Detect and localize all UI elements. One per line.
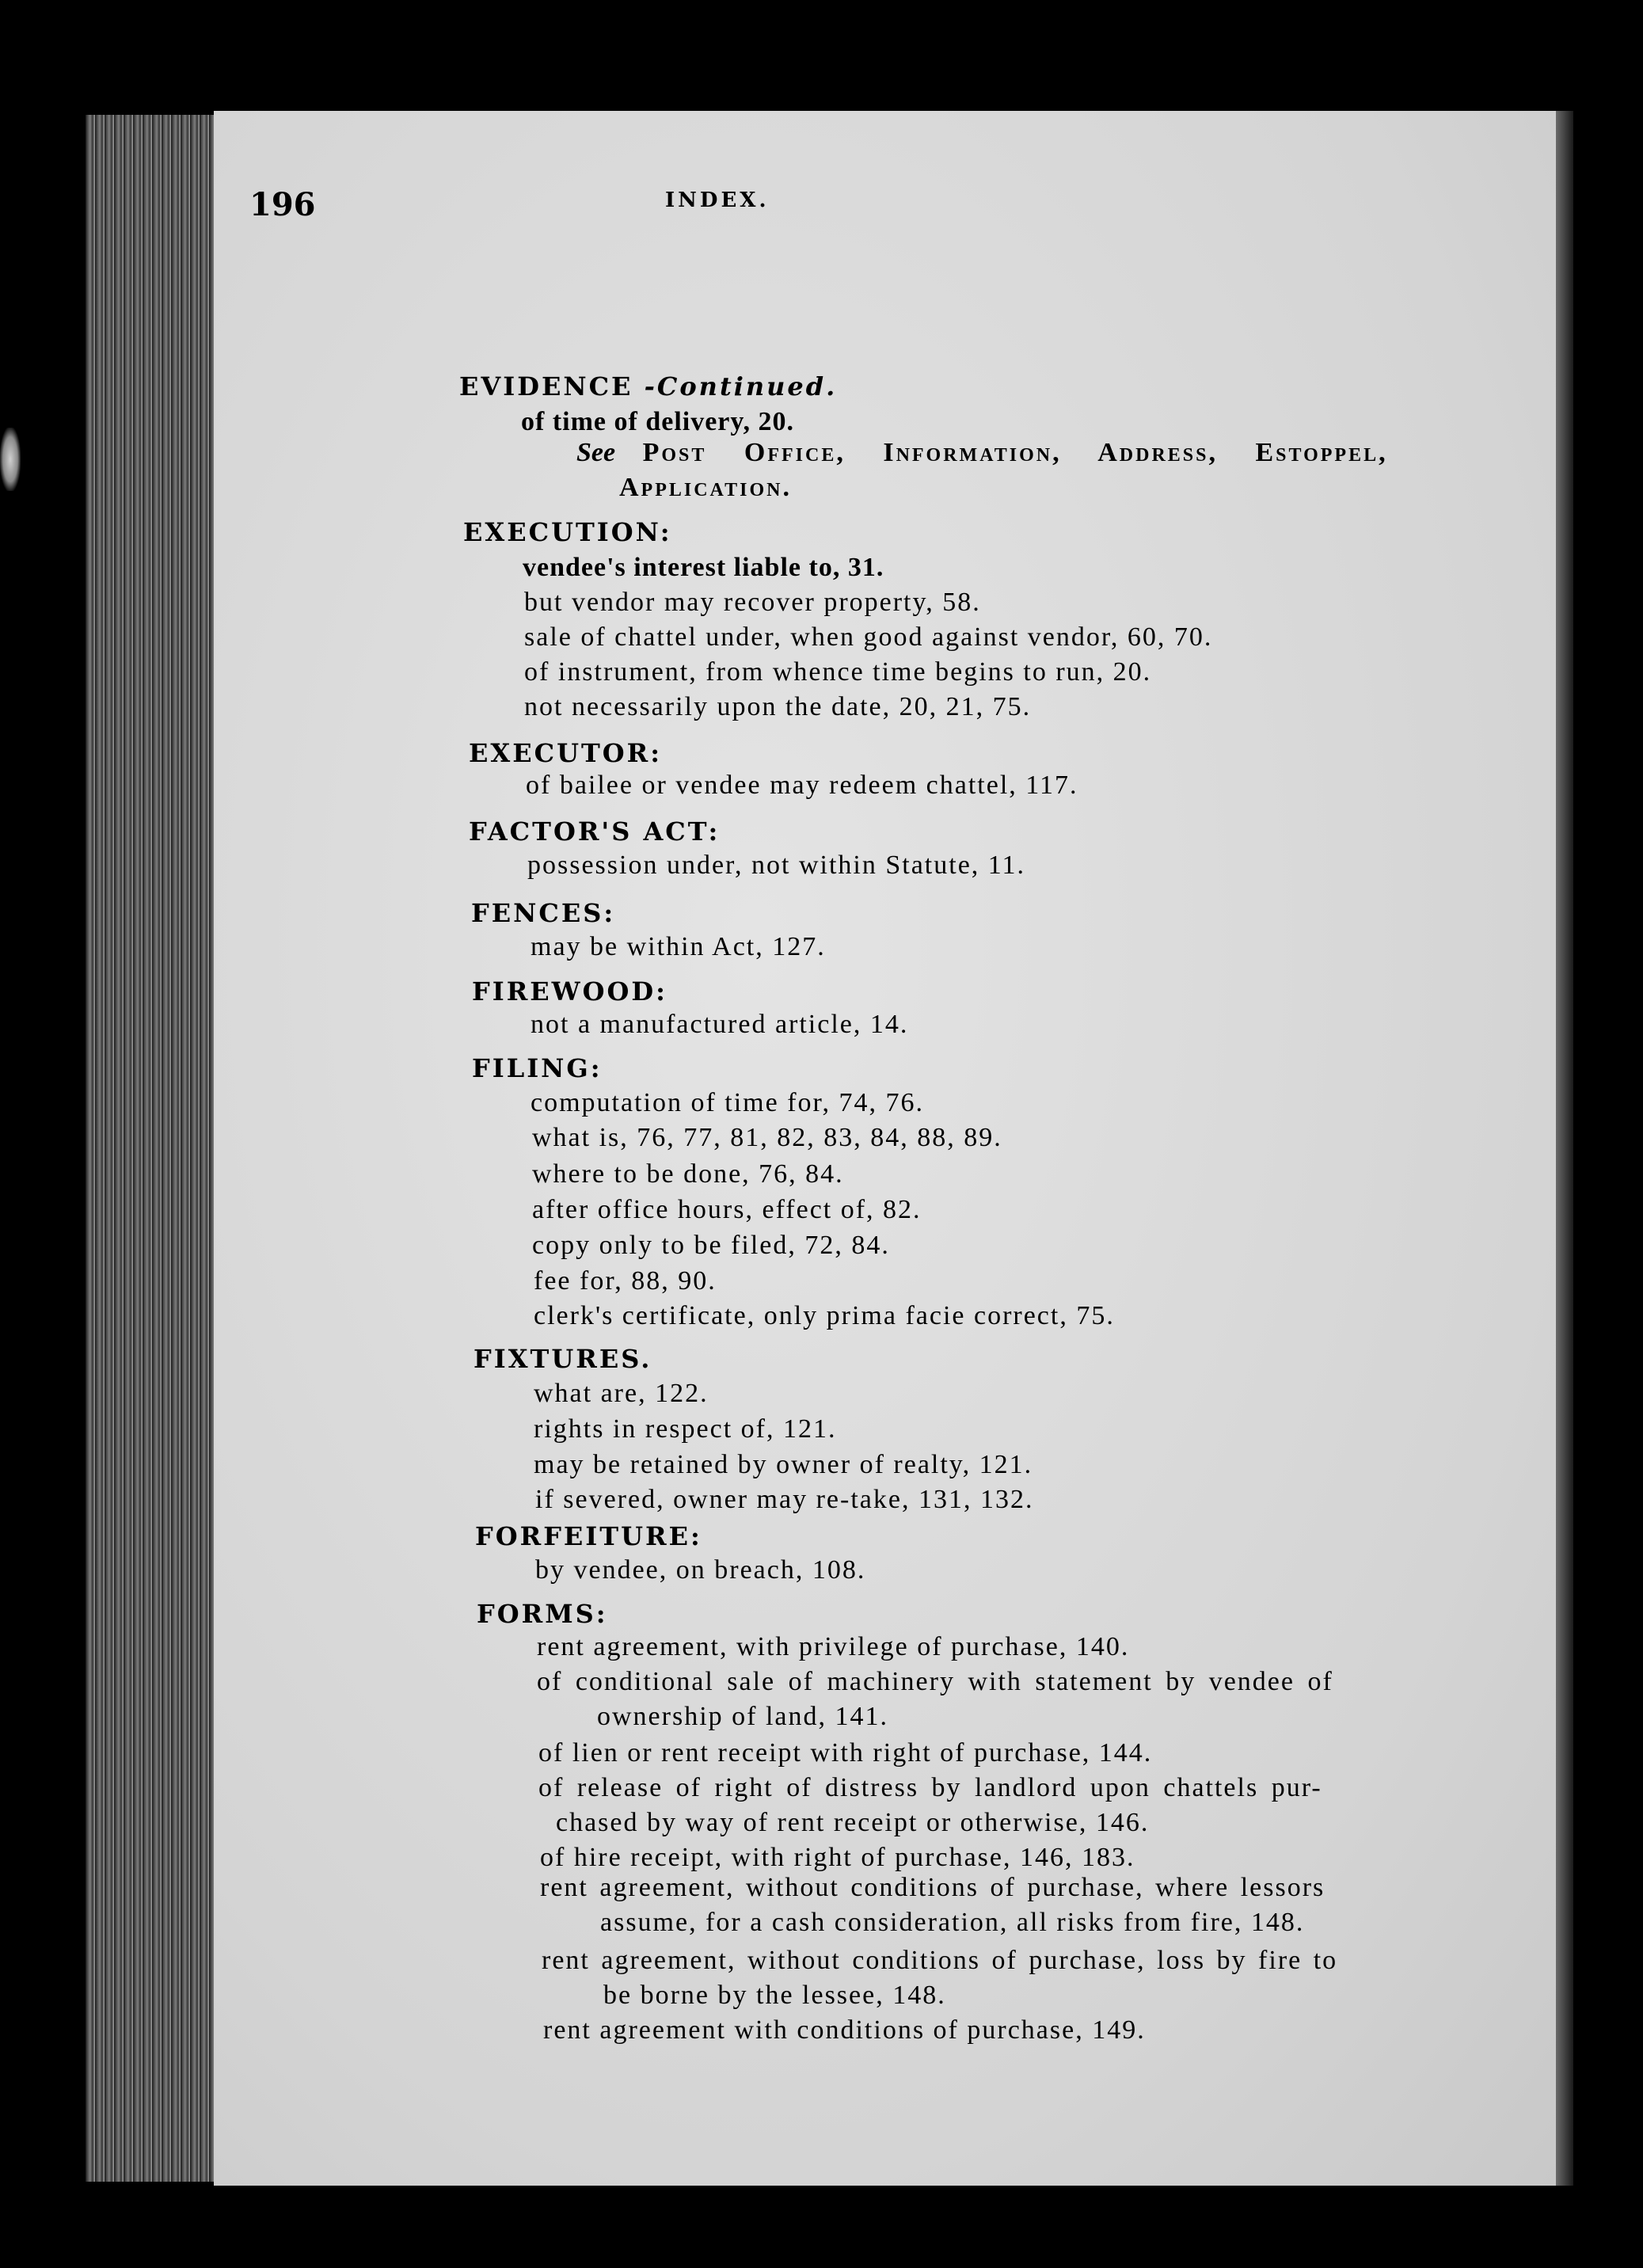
page-number: 196: [249, 186, 316, 223]
edge-artifact: [0, 428, 21, 491]
index-entry-continuation: assume, for a cash consideration, all risks from fire, 148.: [600, 1908, 1305, 1937]
index-heading-filing: FILING:: [472, 1053, 603, 1083]
index-entry: of conditional sale of machinery with statement by vendee of: [537, 1667, 1333, 1696]
see-references: Post Office, Information, Address, Estoppel,: [642, 438, 1388, 467]
index-entry: of instrument, from whence time begins to run, 20.: [524, 657, 1152, 687]
index-entry: copy only to be filed, 72, 84.: [532, 1231, 890, 1260]
index-heading-execution: EXECUTION:: [463, 517, 672, 547]
running-head: INDEX.: [665, 188, 770, 212]
cross-reference: [576, 437, 1388, 469]
index-heading-evidence: [459, 371, 837, 402]
index-entry: of bailee or vendee may redeem chattel, 117.: [526, 771, 1078, 800]
index-entry: rent agreement with conditions of purchase, 149.: [543, 2015, 1146, 2045]
index-entry: possession under, not within Statute, 11.: [527, 850, 1026, 880]
index-entry-continuation: be borne by the lessee, 148.: [603, 1981, 946, 2010]
index-entry: what is, 76, 77, 81, 82, 83, 84, 88, 89.: [532, 1123, 1002, 1152]
index-entry: of hire receipt, with right of purchase, 146, 183.: [540, 1843, 1135, 1872]
index-heading-firewood: FIREWOOD:: [472, 976, 667, 1007]
index-entry: sale of chattel under, when good against vendor, 60, 70.: [524, 622, 1213, 652]
index-entry: of lien or rent receipt with right of purchase, 144.: [538, 1738, 1153, 1768]
index-entry: not necessarily upon the date, 20, 21, 75.: [524, 692, 1032, 721]
index-entry: after office hours, effect of, 82.: [532, 1195, 922, 1224]
index-heading-forms: FORMS:: [477, 1599, 608, 1629]
index-heading-executor: EXECUTOR:: [469, 738, 663, 768]
index-entry: vendee's interest liable to, 31.: [523, 553, 884, 582]
index-entry: of release of right of distress by landlord upon chattels pur-: [538, 1773, 1322, 1802]
index-entry: may be within Act, 127.: [531, 932, 826, 961]
index-entry: of time of delivery, 20.: [521, 407, 795, 436]
index-entry: rent agreement, with privilege of purchase, 140.: [537, 1632, 1130, 1661]
index-entry: may be retained by owner of realty, 121.: [534, 1450, 1033, 1479]
see-word: See: [576, 438, 616, 467]
index-entry: rent agreement, without conditions of purchase, where lessors: [540, 1873, 1325, 1902]
index-heading-forfeiture: FORFEITURE:: [475, 1521, 702, 1551]
page-edge-stack: [86, 115, 220, 2182]
index-entry: if severed, owner may re-take, 131, 132.: [535, 1485, 1034, 1514]
index-entry-continuation: chased by way of rent receipt or otherwise, 146.: [556, 1808, 1150, 1837]
index-entry: by vendee, on breach, 108.: [535, 1555, 866, 1585]
index-entry-continuation: ownership of land, 141.: [597, 1702, 889, 1731]
index-entry: but vendor may recover property, 58.: [524, 588, 981, 617]
index-entry: not a manufactured article, 14.: [531, 1010, 909, 1039]
index-entry: computation of time for, 74, 76.: [531, 1088, 925, 1117]
heading-text: EVIDENCE: [459, 371, 633, 401]
index-entry: rights in respect of, 121.: [534, 1414, 837, 1444]
index-entry: clerk's certificate, only prima facie correct, 75.: [534, 1301, 1115, 1330]
page-right-shadow: [1556, 111, 1573, 2186]
index-entry: rent agreement, without conditions of purchase, loss by fire to: [542, 1946, 1338, 1975]
index-heading-factors-act: FACTOR'S ACT:: [469, 816, 721, 847]
index-heading-fixtures: FIXTURES.: [474, 1344, 652, 1374]
index-entry: where to be done, 76, 84.: [532, 1159, 844, 1189]
index-entry: fee for, 88, 90.: [534, 1266, 717, 1296]
continued-label: -Continued.: [644, 371, 838, 401]
index-heading-fences: FENCES:: [471, 898, 616, 928]
see-references-continued: Application.: [619, 473, 792, 502]
index-entry: what are, 122.: [534, 1379, 709, 1408]
